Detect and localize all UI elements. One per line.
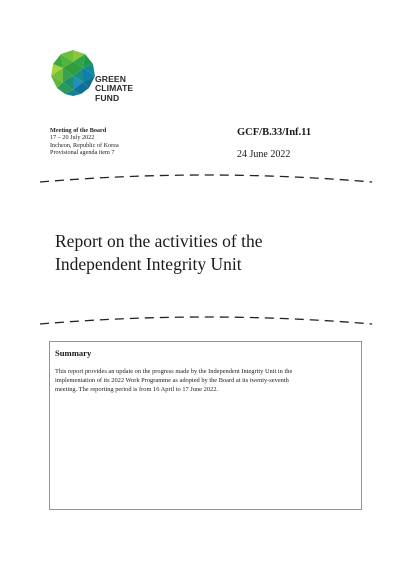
summary-text xyxy=(55,367,355,395)
meeting-info xyxy=(50,127,119,156)
report-title xyxy=(55,230,375,276)
summary-line: meeting. The reporting period is from 16 April to 17 June 2022. xyxy=(55,386,218,394)
document-date: 24 June 2022 xyxy=(237,149,291,160)
meeting-dates: 17 – 20 July 2022 xyxy=(50,134,95,142)
summary-line: This report provides an update on the progress made by the Independent Integrity Unit in the xyxy=(55,368,293,375)
logo-line: FUND xyxy=(95,92,120,103)
summary-line: implementation of its 2022 Work Programme as adopted by the Board at its twenty-seventh xyxy=(55,377,289,385)
gcf-logo xyxy=(49,48,145,108)
logo-line: CLIMATE xyxy=(95,83,134,94)
summary-box xyxy=(49,341,362,510)
meeting-title: Meeting of the Board xyxy=(50,127,107,134)
logo-line: GREEN xyxy=(95,74,127,84)
meeting-location: Incheon, Republic of Korea xyxy=(50,141,119,149)
report-title-line: Independent Integrity Unit xyxy=(55,254,242,274)
summary-heading: Summary xyxy=(55,348,92,358)
document-number: GCF/B.33/Inf.11 xyxy=(237,127,312,138)
globe-logo-icon xyxy=(49,48,97,96)
divider-bottom xyxy=(38,312,374,326)
meeting-agenda: Provisional agenda item 7 xyxy=(50,148,115,156)
report-title-line: Report on the activities of the xyxy=(55,231,263,251)
divider-top xyxy=(38,170,374,184)
logo-wordmark xyxy=(95,75,133,103)
